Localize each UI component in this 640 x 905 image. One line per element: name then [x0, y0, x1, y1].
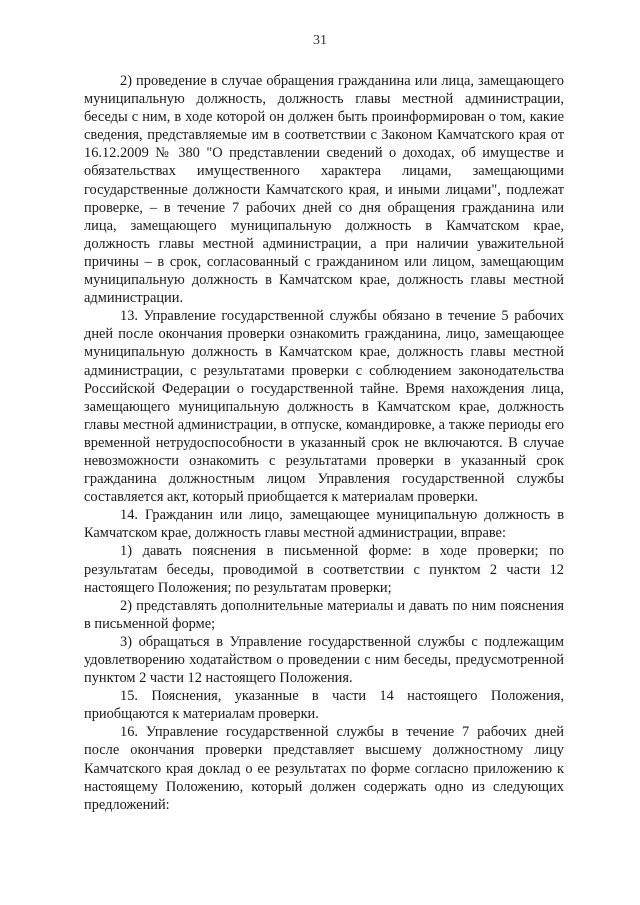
paragraph-16: 16. Управление государственной службы в течение 7 рабочих дней после окончания проверки представляет высшему должностному лицу Камчатского края доклад о ее результатах по форме согласно приложению к настоящему Положению, который должен содержать одно из следующих предложений: [84, 724, 564, 813]
paragraph-12-item-2: 2) проведение в случае обращения гражданина или лица, замещающего муниципальную должность, должность главы местной администрации, беседы с ним, в ходе которой он должен быть проинформирован о том, какие сведения, представляемые им в соответствии с Законом Камчатского края от 16.12.2009 № 380 "О представлении сведений о доходах, об имуществе и обязательствах имущественного характера лицами, замещающими государственные должности Камчатского края, и иными лицами", подлежат проверке, – в течение 7 рабочих дней со дня обращения гражданина или лица, замещающего муниципальную должность в Камчатском крае, должность главы местной администрации, а при наличии уважительной причины – в срок, согласованный с гражданином или лицом, замещающим муниципальную должность в Камчатском крае, должность главы местной администрации. [84, 73, 564, 307]
document-body [84, 72, 564, 814]
paragraph-14-item-2: 2) представлять дополнительные материалы и давать по ним пояснения в письменной форме; [84, 597, 564, 632]
page-number: 31 [313, 33, 327, 48]
paragraph-13: 13. Управление государственной службы обязано в течение 5 рабочих дней после окончания проверки ознакомить гражданина, лицо, замещающее муниципальную должность в Камчатском крае, должность главы местной администрации, с результатами проверки с соблюдением законодательства Российской Федерации о государственной тайне. Время нахождения лица, замещающего муниципальную должность в Камчатском крае, должность главы местной администрации, в отпуске, командировке, а также периоды его временной нетрудоспособности в указанный срок не включаются. В случае невозможности ознакомить с результатами проверки в указанный срок гражданина должностным лицом Управления государственной службы составляется акт, который приобщается к материалам проверки. [84, 308, 564, 506]
paragraph-14-item-1: 1) давать пояснения в письменной форме: в ходе проверки; по результатам беседы, проводимой в соответствии с пунктом 2 части 12 настоящего Положения; по результатам проверки; [84, 543, 564, 596]
paragraph-14-item-3: 3) обращаться в Управление государственной службы с подлежащим удовлетворению ходатайством о проведении с ним беседы, предусмотренной пунктом 2 части 12 настоящего Положения. [84, 633, 564, 687]
paragraph-14: 14. Гражданин или лицо, замещающее муниципальную должность в Камчатском крае, должность главы местной администрации, вправе: [84, 507, 564, 542]
paragraph-15: 15. Пояснения, указанные в части 14 настоящего Положения, приобщаются к материалам проверки. [84, 688, 564, 723]
